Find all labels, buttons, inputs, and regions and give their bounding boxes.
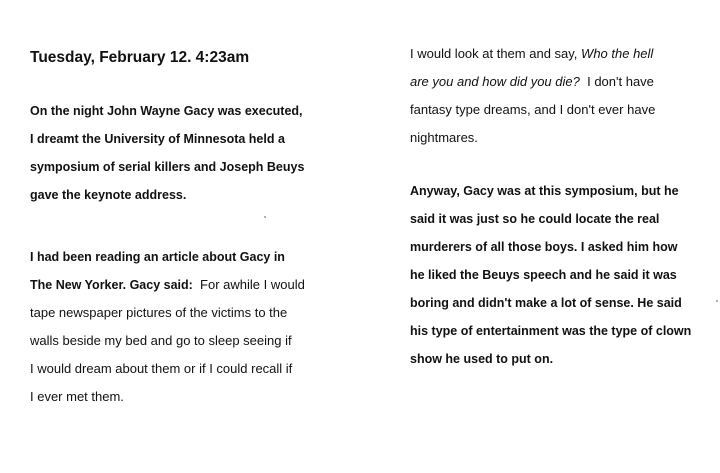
quote-italic: Who the hell — [581, 46, 654, 61]
text-plain: I don't have — [587, 74, 654, 89]
scan-speck — [264, 216, 266, 218]
gacy-said-label: The New Yorker. Gacy said: — [30, 278, 193, 292]
text-line: I dreamt the University of Minnesota held a — [30, 132, 285, 146]
text-line — [410, 40, 655, 68]
text-line: Anyway, Gacy was at this symposium, but he — [410, 184, 679, 198]
text-line: symposium of serial killers and Joseph Beuys — [30, 160, 305, 174]
text-line: murderers of all those boys. I asked him how — [410, 240, 678, 254]
text-line: said it was just so he could locate the real — [410, 212, 660, 226]
quote-italic: are you and how did you die? — [410, 74, 580, 89]
quote-line: tape newspaper pictures of the victims to the — [30, 305, 288, 320]
text-line — [30, 271, 305, 299]
text-line — [410, 68, 655, 96]
right-paragraph-1 — [410, 40, 655, 152]
text-line: show he used to put on. — [410, 352, 554, 366]
text-line: I had been reading an article about Gacy in — [30, 250, 285, 264]
text-line: gave the keynote address. — [30, 188, 187, 202]
text-line: On the night John Wayne Gacy was executed, — [30, 104, 303, 118]
text-line: boring and didn't make a lot of sense. He said — [410, 296, 682, 310]
quote-start: For awhile I would — [200, 277, 305, 292]
text-line: he liked the Beuys speech and he said it was — [410, 268, 677, 282]
left-paragraph-2 — [30, 243, 305, 411]
date-heading: Tuesday, February 12. 4:23am — [30, 49, 250, 66]
left-paragraph-1 — [30, 97, 304, 209]
text-line: his type of entertainment was the type of clown — [410, 324, 692, 338]
quote-line: I would dream about them or if I could recall if — [30, 361, 293, 376]
text-plain: I would look at them and say, — [410, 46, 578, 61]
text-line: nightmares. — [410, 130, 478, 145]
quote-line: I ever met them. — [30, 389, 124, 404]
scan-speck — [716, 300, 718, 302]
right-paragraph-2 — [410, 177, 691, 373]
text-line: fantasy type dreams, and I don't ever have — [410, 102, 656, 117]
quote-line: walls beside my bed and go to sleep seeing if — [30, 333, 292, 348]
